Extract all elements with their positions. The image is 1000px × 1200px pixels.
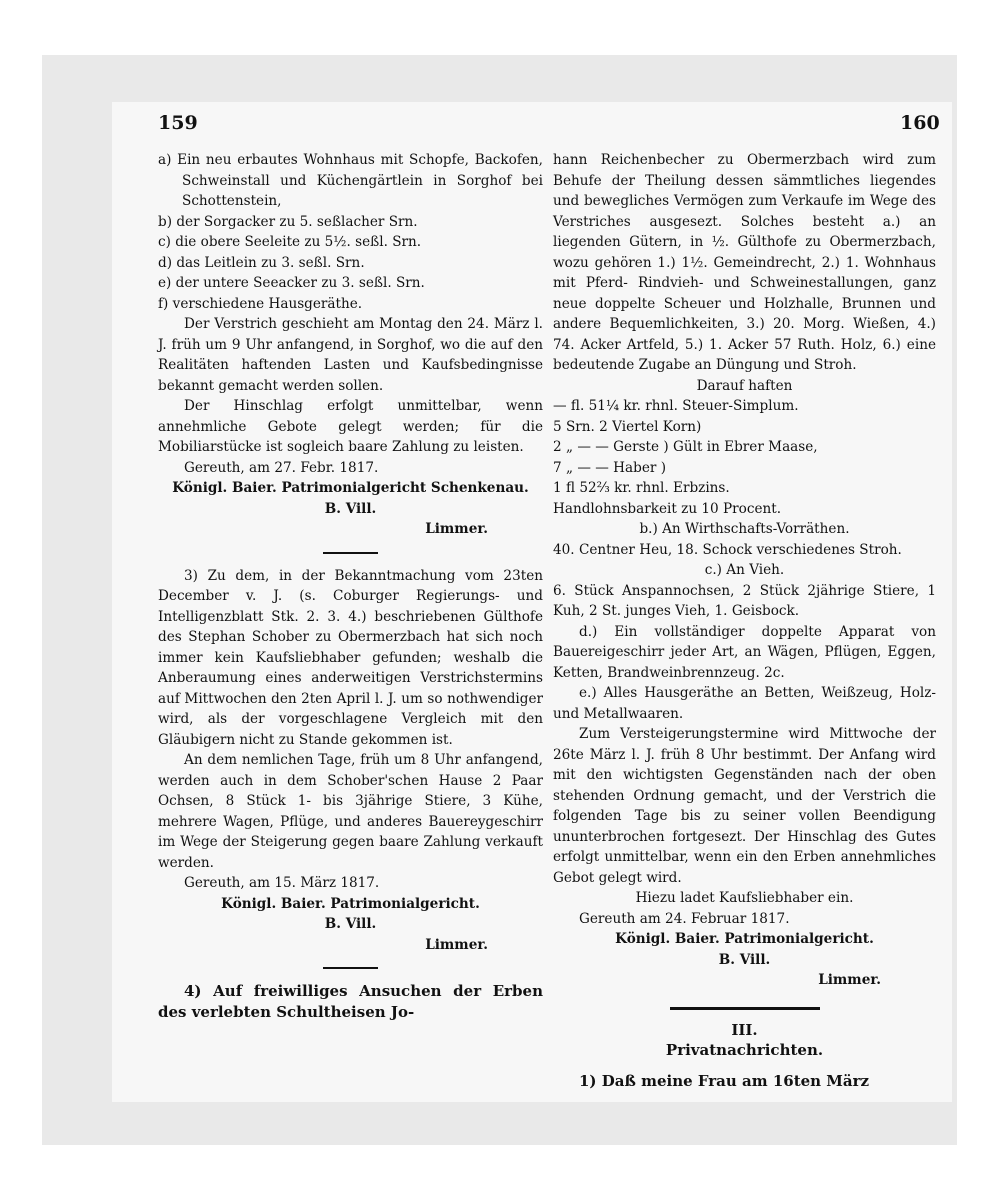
court-name: Königl. Baier. Patrimonialgericht Schenkenau. (172, 480, 529, 496)
section-number: III. (731, 1020, 758, 1039)
subheading: b.) An Wirthschafts-Vorräthen. (639, 521, 850, 537)
date-line: Gereuth am 24. Februar 1817. (579, 910, 790, 927)
page-number-left: 159 (158, 112, 198, 134)
signature: Limmer. (818, 972, 881, 988)
subheading: c.) An Vieh. (704, 562, 785, 578)
paragraph: Der Verstrich geschieht am Montag den 24. März l. J. früh um 9 Uhr anfangend, in Sorghof, wo die auf den Realitäten haftenden Lasten und Kaufsbedingnisse bekannt gemacht werden sollen. (158, 316, 543, 394)
paragraph: 3) Zu dem, in der Bekanntmachung vom 23ten December v. J. (s. Coburger Regierungs- und Intelligenzblatt Stk. 2. 3. 4.) beschriebenen Gülthofe des Stephan Schober zu Obermerzbach hat sich noch immer kein Kaufsliebhaber gefunden; weshalb die Anberaumung eines anderweitigen Verstrichstermins auf Mittwochen den 2ten April l. J. um so nothwendiger wird, als der vorgeschlagene Vergleich mit den Gläubigern nicht zu Stande gekommen ist. (158, 567, 543, 748)
list-item: 5 Srn. 2 Viertel Korn) (553, 418, 702, 435)
list-item: 1 fl 52⅔ kr. rhnl. Erbzins. (553, 480, 730, 496)
list-item: d.) Ein vollständiger doppelte Apparat von Bauereigeschirr jeder Art, an Wägen, Pflügen, Eggen, Ketten, Brandweinbrennzeug. 2c. (553, 623, 936, 681)
section-title: Privatnachrichten. (665, 1041, 824, 1059)
list-item: 40. Centner Heu, 18. Schock verschiedenes Stroh. (553, 541, 902, 558)
signature: B. Vill. (324, 500, 377, 517)
list-item: e.) Alles Hausgeräthe an Betten, Weißzeug, Holz- und Metallwaaren. (553, 685, 936, 722)
list-item: c) die obere Seeleite zu 5½. seßl. Srn. (158, 234, 422, 250)
paragraph: Der Hinschlag erfolgt unmittelbar, wenn annehmliche Gebote gelegt werden; für die Mobiliarstücke ist sogleich baare Zahlung zu leisten. (158, 398, 543, 455)
court-name: Königl. Baier. Patrimonialgericht. (221, 895, 480, 912)
list-item: f) verschiedene Hausgeräthe. (158, 295, 363, 312)
divider (323, 967, 378, 969)
paragraph: hann Reichenbecher zu Obermerzbach wird zum Behufe der Theilung dessen sämmtliches liegendes und bewegliches Vermögen zum Verkaufe im Wege des Verstriches ausgesezt. Solches besteht a.) an liegenden Gütern, in ½. Gülthofe zu Obermerzbach, wozu gehören 1.) 1½. Gemeindrecht, 2.) 1. Wohnhaus mit Pferd- Rindvieh- und Schweinestallungen, ganz neue doppelte Scheuer und Holzhalle, Brunnen und andere Bequemlichkeiten, 3.) 20. Morg. Wießen, 4.) 74. Acker Artfeld, 5.) 1. Acker 57 Ruth. Holz, 6.) eine bedeutende Zugabe an Düngung und Stroh. (553, 152, 936, 373)
court-name: Königl. Baier. Patrimonialgericht. (615, 931, 874, 947)
paragraph: An dem nemlichen Tage, früh um 8 Uhr anfangend, werden auch in dem Schober'schen Hause 2 Paar Ochsen, 8 Stück 1- bis 3jährige Stiere, 3 Kühe, mehrere Wagen, Pflüge, und anderes Bauereygeschirr im Wege der Steigerung gegen baare Zahlung verkauft werden. (158, 752, 543, 871)
list-item: d) das Leitlein zu 3. seßl. Srn. (158, 254, 365, 271)
date-line: Gereuth, am 27. Febr. 1817. (184, 459, 379, 476)
left-column (158, 150, 543, 1022)
list-item: — fl. 51¼ kr. rhnl. Steuer-Simplum. (553, 398, 799, 414)
invitation-line: Hiezu ladet Kaufsliebhaber ein. (635, 890, 854, 906)
list-item: Handlohnsbarkeit zu 10 Procent. (553, 500, 782, 517)
list-item: 6. Stück Anspannochsen, 2 Stück 2jährige Stiere, 1 Kuh, 2 St. junges Vieh, 1. Geisbock. (553, 582, 936, 619)
paragraph: 4) Auf freiwilliges Ansuchen der Erben des verlebten Schultheisen Jo- (158, 982, 543, 1021)
subheading: Darauf haften (696, 377, 793, 394)
page-number-right: 160 (900, 112, 940, 134)
paragraph: 1) Daß meine Frau am 16ten März (579, 1071, 870, 1090)
list-item: 2 „ — — Gerste ) Gült in Ebrer Maase, (553, 439, 818, 455)
signature: B. Vill. (718, 951, 771, 968)
divider (323, 552, 378, 554)
paragraph: Zum Versteigerungstermine wird Mittwoche der 26te März l. J. früh 8 Uhr bestimmt. Der Anfang wird mit den wichtigsten Gegenständen nach der oben stehenden Ordnung gemacht, und der Verstrich die folgenden Tage bis zu seiner vollen Beendigung ununterbrochen fortgesezt. Der Hinschlag des Gutes erfolgt unmittelbar, wenn ein den Erben annehmliches Gebot gelegt wird. (553, 726, 936, 886)
signature: B. Vill. (324, 916, 377, 932)
divider (670, 1007, 820, 1010)
date-line: Gereuth, am 15. März 1817. (184, 875, 380, 891)
list-item: a) Ein neu erbautes Wohnhaus mit Schopfe, Backofen, Schweinstall und Küchengärtlein in Sorghof bei Schottenstein, (158, 152, 543, 209)
list-item: b) der Sorgacker zu 5. seßlacher Srn. (158, 213, 418, 230)
signature: Limmer. (425, 936, 488, 953)
list-item: 7 „ — — Haber ) (553, 459, 666, 476)
right-column (553, 150, 936, 1091)
list-item: e) der untere Seeacker zu 3. seßl. Srn. (158, 275, 425, 291)
signature: Limmer. (425, 521, 488, 537)
